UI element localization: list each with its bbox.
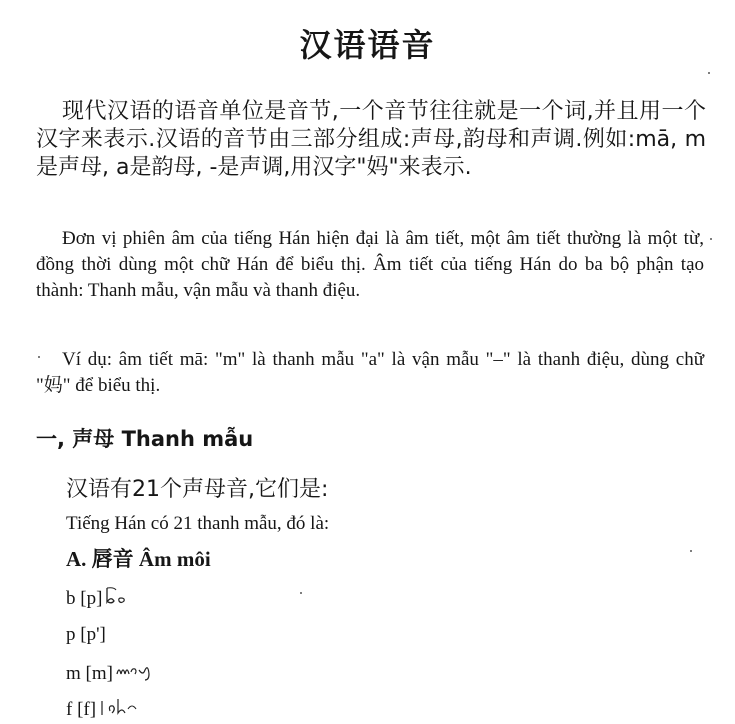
handwriting-annotation-icon	[104, 586, 132, 613]
subsection-heading: A. 唇音 Âm môi	[66, 547, 211, 571]
page-title: 汉语语音	[299, 26, 436, 64]
scan-speck	[38, 356, 40, 358]
initial-item-b	[66, 586, 132, 613]
intro-paragraph-vietnamese: Đơn vị phiên âm của tiếng Hán hiện đại là âm tiết, một âm tiết thường là một từ, đồng thời dùng một chữ Hán để biểu thị. Âm tiết của tiếng Hán do ba bộ phận tạo thành: Thanh mẫu, vận mẫu và thanh điệu.	[36, 228, 704, 301]
initial-label: f [f]	[66, 698, 97, 720]
handwriting-annotation-icon	[115, 660, 155, 689]
scan-speck	[710, 238, 712, 240]
initial-label: b [p]	[66, 587, 103, 609]
handwriting-annotation-icon	[98, 697, 142, 724]
section-intro-chinese: 汉语有21个声母音,它们是:	[66, 477, 329, 502]
initial-label: m [m]	[66, 662, 113, 684]
initial-item-f	[66, 697, 142, 724]
example-paragraph-vietnamese: Ví dụ: âm tiết mā: "m" là thanh mẫu "a" là vận mẫu "–" là thanh điệu, dùng chữ "妈" để biểu thị.	[36, 349, 704, 396]
intro-paragraph-chinese: 现代汉语的语音单位是音节,一个音节往往就是一个词,并且用一个汉字来表示.汉语的音节由三部分组成:声母,韵母和声调.例如:mā, m是声母, a是韵母, -是声调,用汉字"妈"来表示.	[36, 99, 706, 180]
section-heading: 一, 声母 Thanh mẫu	[36, 427, 254, 451]
scan-speck	[300, 592, 302, 594]
scan-speck	[708, 72, 710, 74]
initial-label: p [p']	[66, 624, 106, 645]
initial-item-p	[66, 623, 106, 647]
section-intro-vietnamese: Tiếng Hán có 21 thanh mẫu, đó là:	[66, 513, 330, 534]
initial-item-m	[66, 660, 155, 689]
scan-speck	[690, 550, 692, 552]
